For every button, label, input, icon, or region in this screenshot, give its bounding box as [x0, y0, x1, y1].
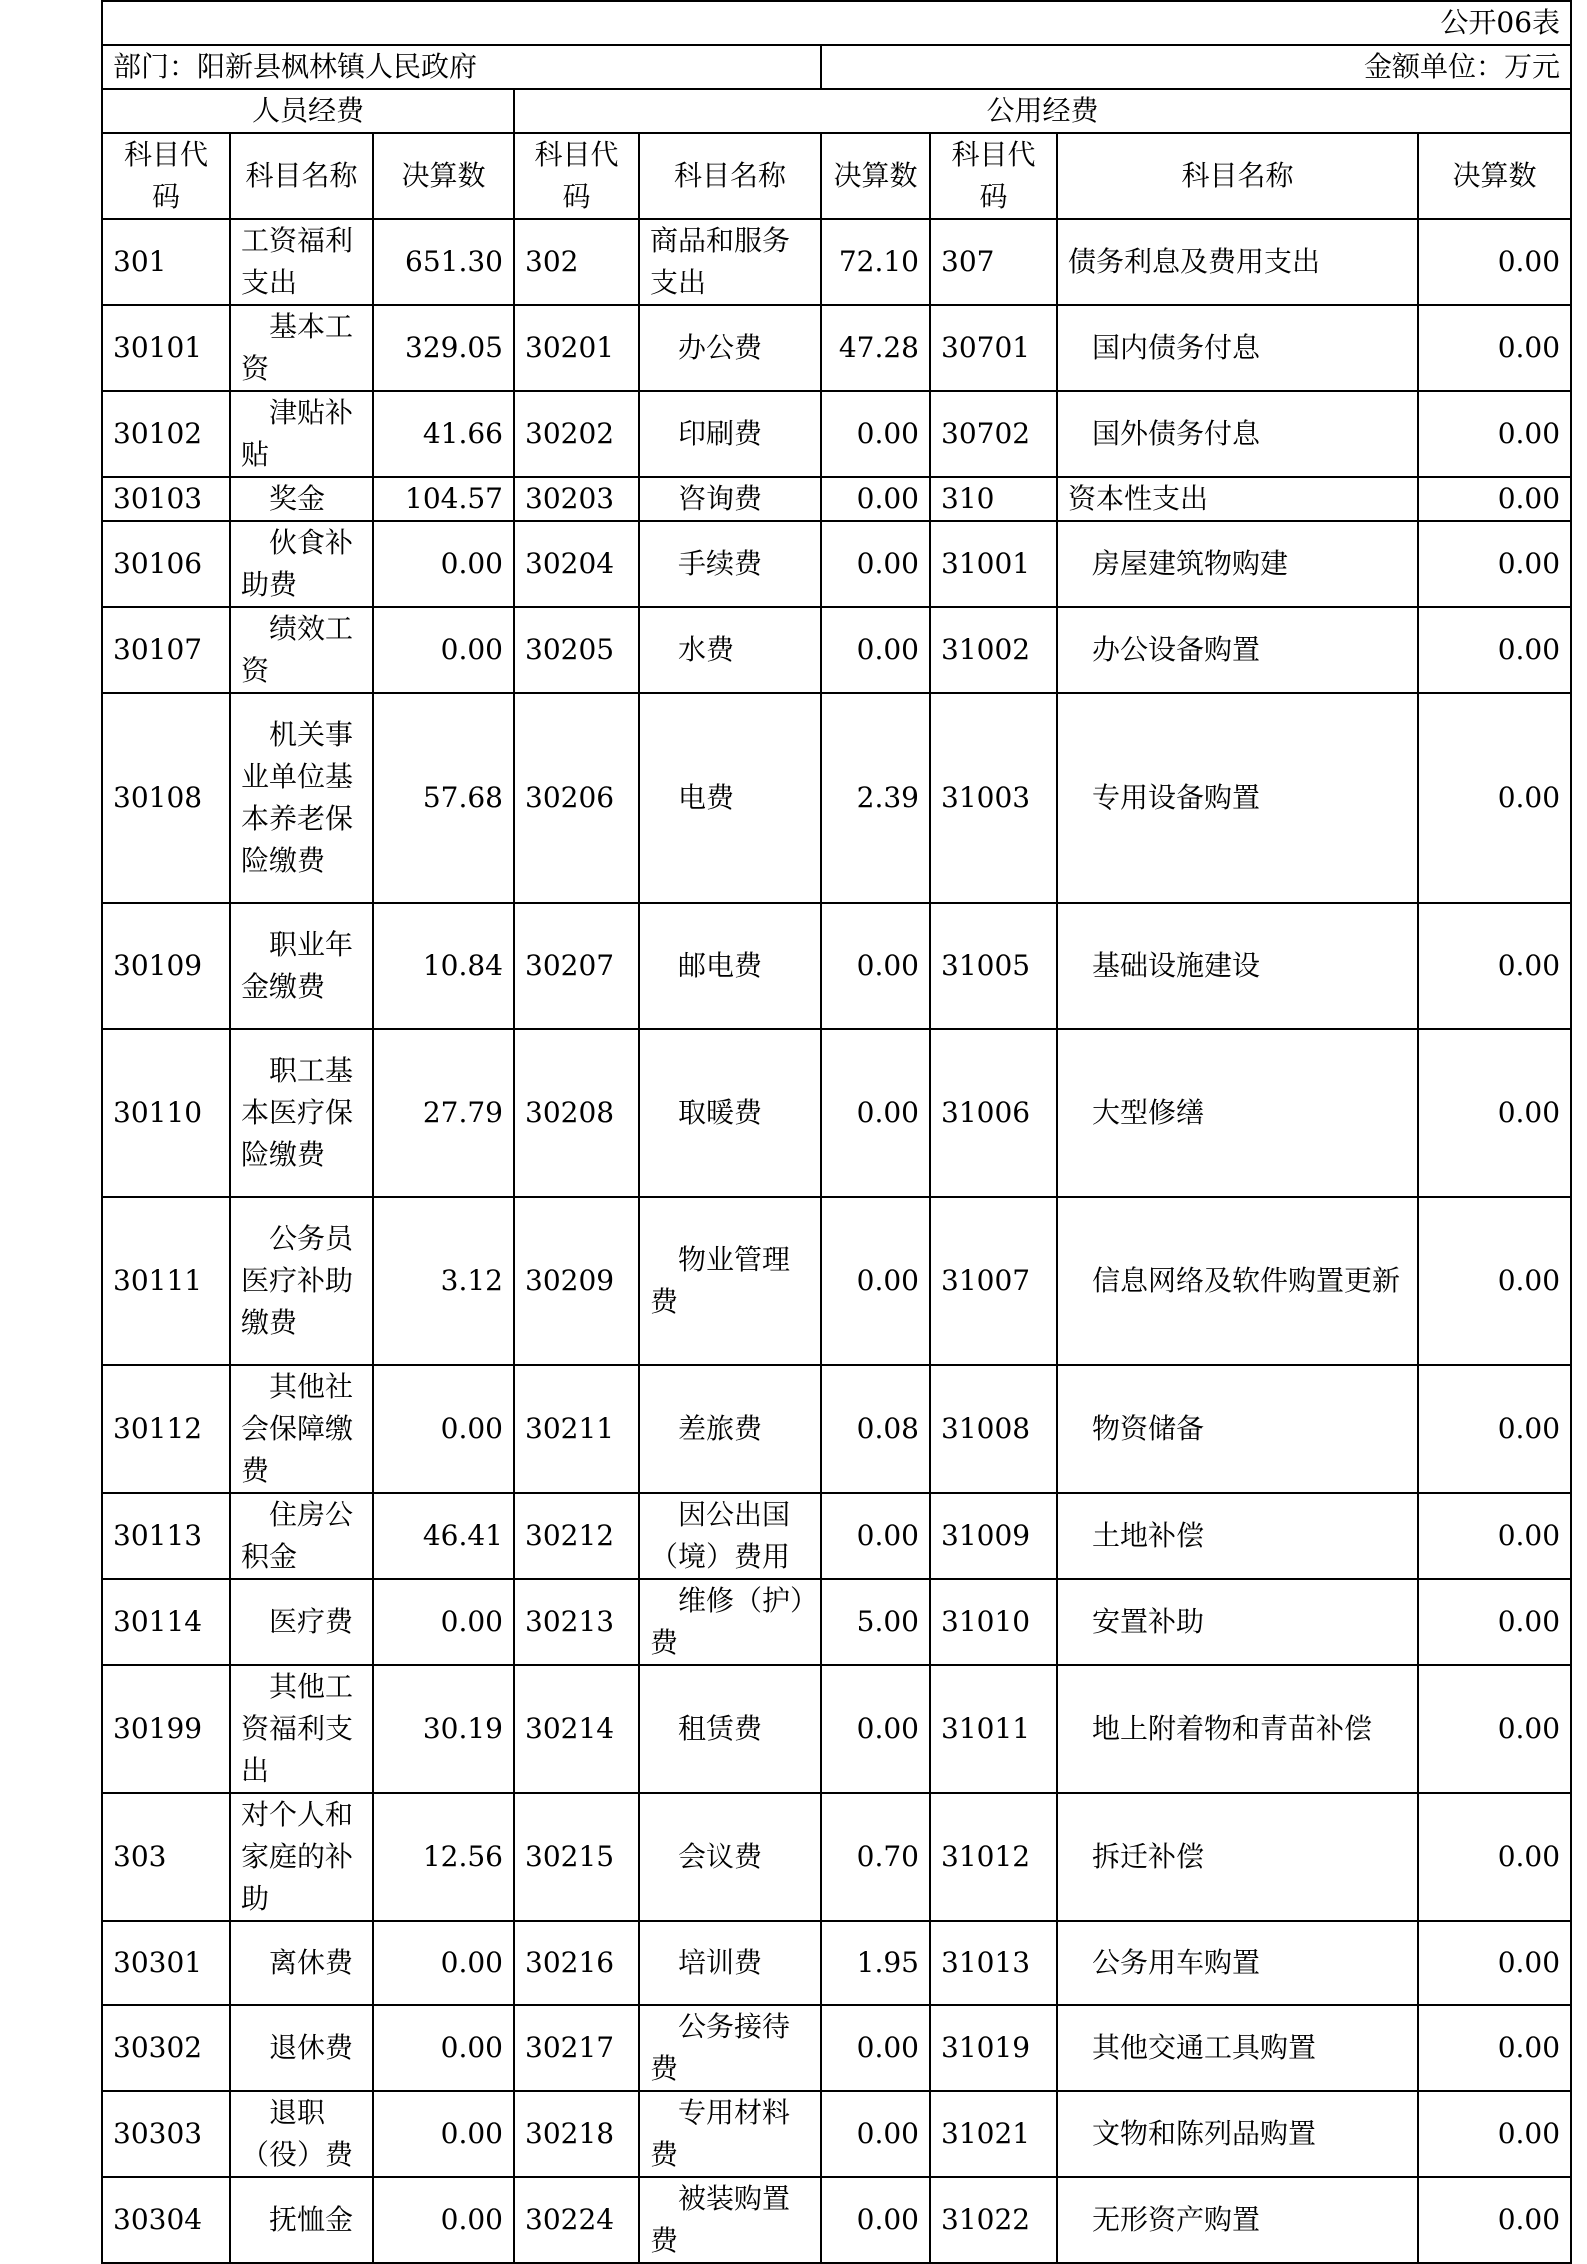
other-code: 31010 [930, 1579, 1057, 1665]
other-name: 基础设施建设 [1057, 903, 1418, 1029]
public-name: 差旅费 [639, 1365, 821, 1493]
personnel-code: 30109 [102, 903, 230, 1029]
public-code: 30218 [514, 2091, 639, 2177]
table-row [102, 607, 1571, 693]
form-number-row [102, 1, 1571, 45]
personnel-code: 301 [102, 219, 230, 305]
other-name: 其他交通工具购置 [1057, 2005, 1418, 2091]
col-header-code: 科目代码 [930, 133, 1057, 219]
personnel-name: 奖金 [230, 477, 373, 521]
personnel-amount: 12.56 [373, 1793, 514, 1921]
col-header-amount: 决算数 [821, 133, 930, 219]
personnel-code: 30199 [102, 1665, 230, 1793]
public-code: 30203 [514, 477, 639, 521]
personnel-amount: 46.41 [373, 1493, 514, 1579]
public-name: 因公出国（境）费用 [639, 1493, 821, 1579]
personnel-code: 30103 [102, 477, 230, 521]
personnel-code: 30302 [102, 2005, 230, 2091]
other-amount: 0.00 [1418, 1579, 1571, 1665]
personnel-name: 伙食补助费 [230, 521, 373, 607]
other-code: 31001 [930, 521, 1057, 607]
public-amount: 0.08 [821, 1365, 930, 1493]
public-amount: 72.10 [821, 219, 930, 305]
personnel-amount: 0.00 [373, 2091, 514, 2177]
personnel-amount: 3.12 [373, 1197, 514, 1365]
other-amount: 0.00 [1418, 1793, 1571, 1921]
col-header-amount: 决算数 [373, 133, 514, 219]
public-amount: 2.39 [821, 693, 930, 903]
public-name: 维修（护）费 [639, 1579, 821, 1665]
public-code: 30216 [514, 1921, 639, 2005]
other-name: 房屋建筑物购建 [1057, 521, 1418, 607]
other-code: 31007 [930, 1197, 1057, 1365]
table-row [102, 903, 1571, 1029]
other-name: 文物和陈列品购置 [1057, 2091, 1418, 2177]
public-amount: 0.70 [821, 1793, 930, 1921]
meta-row [102, 45, 1571, 89]
personnel-name: 基本工资 [230, 305, 373, 391]
personnel-amount: 10.84 [373, 903, 514, 1029]
table-row [102, 1665, 1571, 1793]
personnel-amount: 41.66 [373, 391, 514, 477]
public-name: 商品和服务支出 [639, 219, 821, 305]
personnel-code: 30303 [102, 2091, 230, 2177]
personnel-amount: 57.68 [373, 693, 514, 903]
other-name: 国外债务付息 [1057, 391, 1418, 477]
public-code: 302 [514, 219, 639, 305]
table-row [102, 2177, 1571, 2263]
public-name: 租赁费 [639, 1665, 821, 1793]
public-amount: 0.00 [821, 2005, 930, 2091]
table-row [102, 1579, 1571, 1665]
unit-label: 金额单位：万元 [821, 45, 1571, 89]
public-amount: 5.00 [821, 1579, 930, 1665]
other-amount: 0.00 [1418, 305, 1571, 391]
personnel-code: 30110 [102, 1029, 230, 1197]
other-amount: 0.00 [1418, 903, 1571, 1029]
personnel-code: 30101 [102, 305, 230, 391]
other-amount: 0.00 [1418, 391, 1571, 477]
other-amount: 0.00 [1418, 477, 1571, 521]
personnel-amount: 0.00 [373, 1921, 514, 2005]
other-amount: 0.00 [1418, 2091, 1571, 2177]
public-amount: 0.00 [821, 607, 930, 693]
other-code: 31011 [930, 1665, 1057, 1793]
personnel-name: 退休费 [230, 2005, 373, 2091]
other-amount: 0.00 [1418, 219, 1571, 305]
other-code: 31008 [930, 1365, 1057, 1493]
public-code: 30206 [514, 693, 639, 903]
other-code: 310 [930, 477, 1057, 521]
table-row [102, 1197, 1571, 1365]
public-name: 水费 [639, 607, 821, 693]
table-row [102, 1493, 1571, 1579]
other-name: 地上附着物和青苗补偿 [1057, 1665, 1418, 1793]
public-amount: 0.00 [821, 1665, 930, 1793]
table-row [102, 1921, 1571, 2005]
other-name: 安置补助 [1057, 1579, 1418, 1665]
public-amount: 0.00 [821, 2091, 930, 2177]
personnel-name: 公务员医疗补助缴费 [230, 1197, 373, 1365]
other-code: 31013 [930, 1921, 1057, 2005]
group-personnel: 人员经费 [102, 89, 514, 133]
personnel-name: 抚恤金 [230, 2177, 373, 2263]
personnel-code: 30301 [102, 1921, 230, 2005]
public-amount: 0.00 [821, 1197, 930, 1365]
other-amount: 0.00 [1418, 1665, 1571, 1793]
public-amount: 0.00 [821, 2177, 930, 2263]
table-row [102, 391, 1571, 477]
other-code: 30702 [930, 391, 1057, 477]
col-header-amount: 决算数 [1418, 133, 1571, 219]
public-amount: 47.28 [821, 305, 930, 391]
other-code: 31012 [930, 1793, 1057, 1921]
group-public: 公用经费 [514, 89, 1571, 133]
form-number: 公开06表 [102, 1, 1571, 45]
public-code: 30209 [514, 1197, 639, 1365]
public-code: 30224 [514, 2177, 639, 2263]
personnel-name: 退职（役）费 [230, 2091, 373, 2177]
other-code: 31019 [930, 2005, 1057, 2091]
public-code: 30202 [514, 391, 639, 477]
table-row [102, 1365, 1571, 1493]
other-name: 办公设备购置 [1057, 607, 1418, 693]
public-name: 电费 [639, 693, 821, 903]
personnel-amount: 0.00 [373, 521, 514, 607]
col-header-name: 科目名称 [639, 133, 821, 219]
other-name: 资本性支出 [1057, 477, 1418, 521]
other-amount: 0.00 [1418, 1921, 1571, 2005]
personnel-amount: 0.00 [373, 1365, 514, 1493]
other-amount: 0.00 [1418, 1493, 1571, 1579]
public-name: 会议费 [639, 1793, 821, 1921]
personnel-name: 离休费 [230, 1921, 373, 2005]
other-amount: 0.00 [1418, 2177, 1571, 2263]
personnel-code: 30114 [102, 1579, 230, 1665]
personnel-name: 其他工资福利支出 [230, 1665, 373, 1793]
other-code: 31003 [930, 693, 1057, 903]
personnel-name: 绩效工资 [230, 607, 373, 693]
personnel-code: 30108 [102, 693, 230, 903]
public-name: 培训费 [639, 1921, 821, 2005]
personnel-code: 30106 [102, 521, 230, 607]
public-amount: 0.00 [821, 391, 930, 477]
personnel-code: 303 [102, 1793, 230, 1921]
public-code: 30211 [514, 1365, 639, 1493]
other-code: 31009 [930, 1493, 1057, 1579]
personnel-name: 津贴补贴 [230, 391, 373, 477]
public-name: 手续费 [639, 521, 821, 607]
public-name: 办公费 [639, 305, 821, 391]
table-row [102, 2005, 1571, 2091]
public-name: 物业管理费 [639, 1197, 821, 1365]
public-amount: 0.00 [821, 1493, 930, 1579]
col-header-name: 科目名称 [230, 133, 373, 219]
other-amount: 0.00 [1418, 1197, 1571, 1365]
personnel-name: 职业年金缴费 [230, 903, 373, 1029]
department-label: 部门：阳新县枫林镇人民政府 [102, 45, 821, 89]
personnel-name: 医疗费 [230, 1579, 373, 1665]
other-code: 31006 [930, 1029, 1057, 1197]
other-name: 信息网络及软件购置更新 [1057, 1197, 1418, 1365]
personnel-amount: 0.00 [373, 1579, 514, 1665]
other-code: 307 [930, 219, 1057, 305]
public-name: 公务接待费 [639, 2005, 821, 2091]
public-code: 30207 [514, 903, 639, 1029]
other-amount: 0.00 [1418, 693, 1571, 903]
column-header-row [102, 133, 1571, 219]
personnel-amount: 104.57 [373, 477, 514, 521]
public-code: 30204 [514, 521, 639, 607]
personnel-code: 30107 [102, 607, 230, 693]
public-amount: 0.00 [821, 1029, 930, 1197]
public-code: 30208 [514, 1029, 639, 1197]
personnel-code: 30102 [102, 391, 230, 477]
other-name: 无形资产购置 [1057, 2177, 1418, 2263]
other-name: 土地补偿 [1057, 1493, 1418, 1579]
other-code: 31005 [930, 903, 1057, 1029]
other-amount: 0.00 [1418, 607, 1571, 693]
public-amount: 0.00 [821, 477, 930, 521]
personnel-amount: 329.05 [373, 305, 514, 391]
group-header-row [102, 89, 1571, 133]
personnel-amount: 0.00 [373, 607, 514, 693]
personnel-amount: 651.30 [373, 219, 514, 305]
personnel-code: 30113 [102, 1493, 230, 1579]
personnel-code: 30111 [102, 1197, 230, 1365]
public-code: 30205 [514, 607, 639, 693]
public-code: 30212 [514, 1493, 639, 1579]
other-name: 专用设备购置 [1057, 693, 1418, 903]
personnel-name: 工资福利支出 [230, 219, 373, 305]
table-row [102, 521, 1571, 607]
other-name: 拆迁补偿 [1057, 1793, 1418, 1921]
personnel-code: 30304 [102, 2177, 230, 2263]
other-code: 31002 [930, 607, 1057, 693]
other-name: 债务利息及费用支出 [1057, 219, 1418, 305]
public-name: 邮电费 [639, 903, 821, 1029]
table-row [102, 1029, 1571, 1197]
personnel-name: 对个人和家庭的补助 [230, 1793, 373, 1921]
other-code: 31022 [930, 2177, 1057, 2263]
personnel-name: 职工基本医疗保险缴费 [230, 1029, 373, 1197]
personnel-name: 机关事业单位基本养老保险缴费 [230, 693, 373, 903]
public-code: 30201 [514, 305, 639, 391]
other-name: 国内债务付息 [1057, 305, 1418, 391]
other-code: 30701 [930, 305, 1057, 391]
public-code: 30217 [514, 2005, 639, 2091]
public-code: 30214 [514, 1665, 639, 1793]
personnel-amount: 0.00 [373, 2177, 514, 2263]
col-header-code: 科目代码 [102, 133, 230, 219]
personnel-name: 其他社会保障缴费 [230, 1365, 373, 1493]
table-row [102, 305, 1571, 391]
public-name: 专用材料费 [639, 2091, 821, 2177]
public-code: 30215 [514, 1793, 639, 1921]
expenditure-table [101, 0, 1572, 2264]
public-name: 印刷费 [639, 391, 821, 477]
personnel-amount: 27.79 [373, 1029, 514, 1197]
table-row [102, 693, 1571, 903]
personnel-code: 30112 [102, 1365, 230, 1493]
public-name: 取暖费 [639, 1029, 821, 1197]
other-name: 物资储备 [1057, 1365, 1418, 1493]
personnel-amount: 30.19 [373, 1665, 514, 1793]
public-name: 被装购置费 [639, 2177, 821, 2263]
public-name: 咨询费 [639, 477, 821, 521]
other-amount: 0.00 [1418, 1365, 1571, 1493]
col-header-code: 科目代码 [514, 133, 639, 219]
other-name: 公务用车购置 [1057, 1921, 1418, 2005]
table-row [102, 2091, 1571, 2177]
table-row [102, 1793, 1571, 1921]
public-code: 30213 [514, 1579, 639, 1665]
other-amount: 0.00 [1418, 1029, 1571, 1197]
personnel-amount: 0.00 [373, 2005, 514, 2091]
col-header-name: 科目名称 [1057, 133, 1418, 219]
other-code: 31021 [930, 2091, 1057, 2177]
other-amount: 0.00 [1418, 521, 1571, 607]
public-amount: 0.00 [821, 903, 930, 1029]
public-amount: 0.00 [821, 521, 930, 607]
personnel-name: 住房公积金 [230, 1493, 373, 1579]
table-row [102, 477, 1571, 521]
public-amount: 1.95 [821, 1921, 930, 2005]
table-row [102, 219, 1571, 305]
other-amount: 0.00 [1418, 2005, 1571, 2091]
other-name: 大型修缮 [1057, 1029, 1418, 1197]
